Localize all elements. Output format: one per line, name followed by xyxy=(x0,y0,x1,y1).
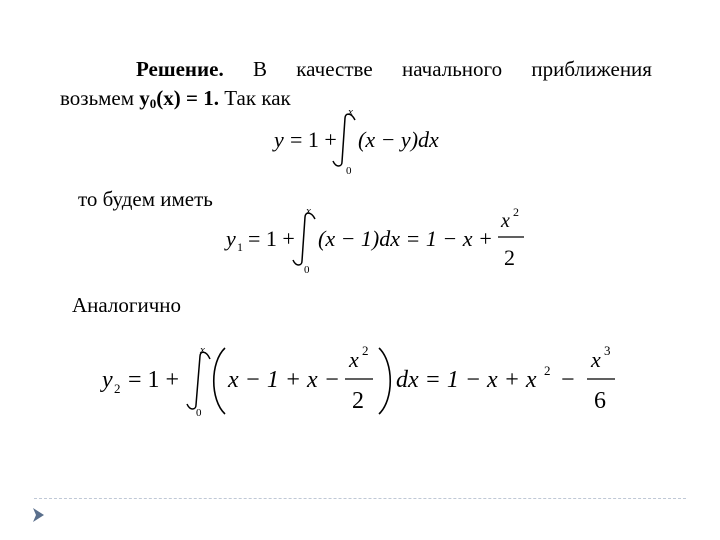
formula-1-lhs: y xyxy=(274,127,284,152)
y0-subscript: 0 xyxy=(149,96,157,111)
formula-3-x-squared-exp: 2 xyxy=(544,363,551,378)
formula-1-integrand: (x − y)dx xyxy=(358,127,439,152)
formula-2-frac-denominator: 2 xyxy=(504,245,515,270)
formula-3-inner: x − 1 + x − xyxy=(228,367,340,393)
formula-3-frac1-denominator: 2 xyxy=(352,388,364,414)
formula-2-integrand: (x − 1)dx = 1 − x + xyxy=(318,226,493,251)
formula-3-lhs-subscript: 2 xyxy=(114,381,121,396)
formula-3-eq-plus: = 1 + xyxy=(128,367,180,393)
formula-2 xyxy=(222,203,542,277)
formula-2-lower-limit: 0 xyxy=(304,264,310,276)
formula-1-lower-limit: 0 xyxy=(346,165,352,177)
formula-1 xyxy=(270,104,470,178)
formula-3-lower-limit: 0 xyxy=(196,407,202,419)
formula-3-upper-limit: x xyxy=(200,344,205,356)
y0-rest: (x) = 1. xyxy=(156,86,219,110)
word: приближения xyxy=(531,57,652,81)
line2-prefix: возьмем xyxy=(60,86,140,110)
y0-base: y xyxy=(139,86,150,110)
paragraph-line-1 xyxy=(60,55,652,84)
formula-3-frac1-numerator-exp: 2 xyxy=(362,343,369,358)
footer-divider xyxy=(34,498,686,499)
integral-sign-icon xyxy=(187,352,210,409)
formula-3-after-paren: dx = 1 − x + x xyxy=(396,367,537,393)
formula-2-lhs-subscript: 1 xyxy=(237,240,243,254)
formula-3-frac2-numerator-exp: 3 xyxy=(604,343,611,358)
then-label: то будем иметь xyxy=(78,187,213,211)
formula-3-minus: − xyxy=(561,367,575,393)
arrow-right-icon xyxy=(30,507,46,523)
formula-1-eq-plus: = 1 + xyxy=(290,127,337,152)
formula-2-frac-numerator: x xyxy=(501,210,510,232)
similarly-label: Аналогично xyxy=(72,293,182,317)
formula-3-lhs: y xyxy=(102,367,113,393)
line2-suffix: Так как xyxy=(219,86,291,110)
formula-3-frac2-denominator: 6 xyxy=(594,388,606,414)
formula-2-upper-limit: x xyxy=(306,205,311,217)
formula-2-frac-numerator-exp: 2 xyxy=(513,205,519,219)
word: качестве xyxy=(296,57,373,81)
solution-label: Решение. xyxy=(136,57,224,81)
formula-3 xyxy=(100,342,630,422)
word: В xyxy=(252,57,267,81)
formula-2-lhs: y xyxy=(226,226,236,251)
right-paren-icon xyxy=(379,348,390,414)
formula-3-frac2-numerator: x xyxy=(591,347,601,372)
left-paren-icon xyxy=(214,348,225,414)
formula-1-upper-limit: x xyxy=(348,106,353,118)
integral-sign-icon xyxy=(293,213,315,265)
formula-2-eq-plus: = 1 + xyxy=(248,226,295,251)
y0-expression xyxy=(139,86,219,110)
formula-3-frac1-numerator: x xyxy=(349,347,359,372)
word: начального xyxy=(401,57,503,81)
